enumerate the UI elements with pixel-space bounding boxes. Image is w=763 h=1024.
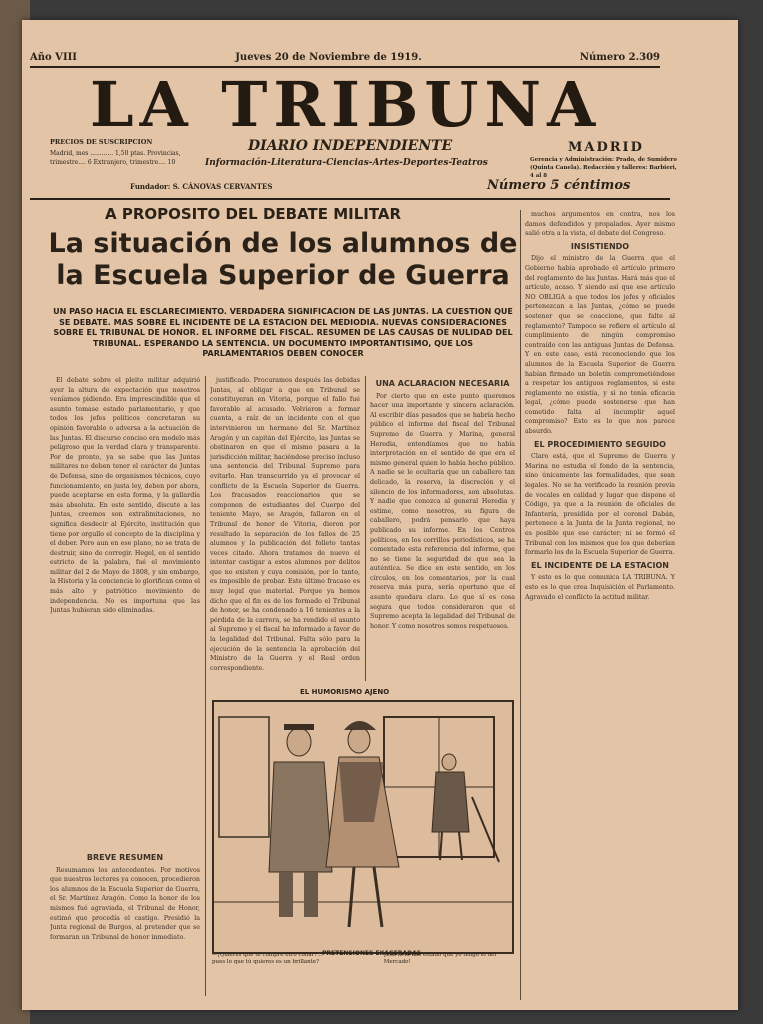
procedure-heading: EL PROCEDIMIENTO SEGUIDO bbox=[534, 439, 666, 449]
station-incident-text: Y esto es lo que comunica LA TRIBUNA. Y esto es lo que crea Inquisición el Parlamento. Agravado el conflicto la actitud militar. bbox=[525, 574, 675, 601]
column-4-text: Dijo el ministro de la Guerra que el Gobierno había aprobado el artículo primero del reglamento de las Juntas. Hará más que el artículo, acaso. Y siendo así que ese artículo NO OBLIGA a que todos los jefes y oficiales pertenezcan a las Juntas, ¿cómo se puede sostener que se coaccione, que falte al reglamento? Tampoco se refiere el artículo al cumplimiento de ningún compromiso contraído con las antiguas Juntas de Defensa. Y en este caso, está reconociendo que los alumnos de la Escuela Superior de Guerra habían firmado un boletín comprometiéndose a respetar los antiguos reglamentos, si este reglamento no existía, y si no tenía eficacia legal, ¿cómo puede sostenerse que han cometido falta al incumplir aquel compromiso? Esto es lo que nos parece absurdo. bbox=[525, 255, 675, 436]
column-1-bottom bbox=[50, 850, 200, 1000]
article-summary: UN PASO HACIA EL ESCLARECIMIENTO. VERDADERA SIGNIFICACION DE LAS JUNTAS. LA CUESTION QUE SE DEBATE. MAS SOBRE EL INCIDENTE DE LA ESTACION DEL MEDIODIA. NUEVAS CONSIDERACIONES SOBRE EL TRIBUNAL DE HONOR. EL INFORME DEL FISCAL. RESUMEN DE LAS CAUSAS DE NULIDAD DEL TRIBUNAL. ESPERANDO LA SENTENCIA. UN DOCUMENTO IMPORTANTISIMO, QUE LOS PARLAMENTARIOS DEBEN CONOCER bbox=[53, 307, 513, 358]
prices-title: PRECIOS DE SUSCRIPCION bbox=[50, 138, 153, 146]
column-2-text: justificado. Procuramos después las debidas Juntas, al obligar a que en Tribunal se constituyeran en Vitoria, porque el fallo fué favorable al acusado. Volvieron a formar cuenta, a raíz de un incidente con el que intervinieron un hermano del Sr. Martínez Aragón y un capitán del Ejército, las Juntas se obstinaron en que el mismo pasara a la jurisdicción militar, haciéndose preciso incluso una sentencia del Tribunal Supremo para evitarlo. Han transcurrido ya el provocar el conflicto de la Escuela Superior de Guerra. Los fracasados reaccionarios que se componen de estudiantes del Cuerpo del teniente Mayo, se Aragón, fallaron en el Tribunal de honor de Vitoria, dieron por resultado la separación de los fallos de 25 alumnos y la publicación del folleto tantas veces citado. Ahora tratamos de nuevo el intentar castigar a estos alumnos por delitos que no existen y cuya comisión, por lo tanto, es imposible de probar. Este último fracaso es muy legal que material. Porque ya hemos dicho que el fin es de los formado el Tribunal de honor, se ha condenado a 16 tenientes a la pérdida de la carrera, se ha rendido el asunto al Supremo y el fiscal ha informado a favor de la legalidad del Tribunal. Falta sólo para la ejecución de la sentencia la aprobación del Ministro de la Guerra y el Real orden correspondiente. bbox=[210, 377, 360, 672]
year-label: Año VIII bbox=[30, 52, 77, 63]
cartoon-illustration bbox=[212, 700, 514, 954]
newspaper-tagline: Información-Literatura-Ciencias-Artes-Deportes-Teatros bbox=[205, 158, 488, 168]
column-divider bbox=[205, 376, 206, 996]
newspaper-title: LA TRIBUNA bbox=[90, 68, 602, 141]
column-divider bbox=[520, 210, 521, 1000]
date-label: Jueves 20 de Noviembre de 1919. bbox=[235, 52, 422, 63]
column-4-intro: muchos argumentos en contra, nos los damos defendidos y propalados. Ayer mismo salió otra a la vista, el debate del Congreso. bbox=[525, 211, 675, 238]
price-label: Número 5 céntimos bbox=[487, 178, 631, 193]
column-2 bbox=[210, 376, 360, 681]
administration-info: Gerencia y Administración: Prado, de Sumidero (Quinta Canela). Redacción y talleres: Barbieri, 4 al 8 bbox=[530, 157, 677, 179]
top-info-line bbox=[30, 52, 660, 68]
column-3-text: Por cierto que en este punto queremos hacer una importante y sincera aclaración. Al escribir días pasados que se habría hecho público el informe del fiscal del Tribunal Supremo de Guerra y Marina, general Heredia, entendíamos que no había interpretación en el sentido de que era el mismo general quien lo había hecho público. A nadie se le ocultaría que un caballero tan delicado, la reserva, la discreción y el silencio de los informadores, son absolutas. Y nadie que conozca al general Heredia y estime, como nosotros, su figura de caballero, podrá pensarlo que haya publicado su informe. En los Centros políticos, en los corrillos periodísticos, se ha comentado esta referencia del informe, que no se tiene la seguridad de que sea la auténtica. Se dice en este sentido, en los círculos, en los comentarios, por la cual reserva más pura, sería oportuno que el asunto quedara claro. Lo que sí es cosa segura que todos consideraron que el Supremo acepta la legalidad del Tribunal de honor. Y como nosotros somos respetuosos. bbox=[370, 392, 515, 630]
cartoon-caption bbox=[212, 952, 512, 966]
article-headline: La situación de los alumnos de la Escuela Superior de Guerra bbox=[48, 228, 518, 291]
column-3 bbox=[370, 376, 515, 681]
prices-list: Madrid, mes ............ 1,50 ptas. Provincias, trimestre.... 6 Extranjero, trimestre.... 10 bbox=[50, 150, 181, 166]
brief-summary-text: Resumamos los antecedentes. Por motivos que nuestros lectores ya conocen, procedieron los alumnos de la Escuela Superior de Guerra, el Sr. Martínez Aragón. Como la honor de los mismos fué agraviada, el Tribunal de Honor, estimó que procedía el castigo. Presidió la Junta regional de Burgos, al pretender que se formaran un Tribunal de honor inmediato. bbox=[50, 866, 200, 941]
station-incident-heading: EL INCIDENTE DE LA ESTACION bbox=[531, 560, 669, 570]
cartoon-section-title: EL HUMORISMO AJENO bbox=[300, 688, 390, 696]
cartoon-drawing bbox=[214, 702, 512, 952]
caption-right: ¡Eso lo lo has estado que yo tengo el del Mercado! bbox=[383, 952, 497, 965]
subscription-prices bbox=[50, 138, 190, 167]
city-label: MADRID bbox=[568, 140, 644, 155]
cartoon-title: PRETENSIONES EXAGERADAS bbox=[322, 950, 422, 957]
article-kicker: A PROPOSITO DEL DEBATE MILITAR bbox=[105, 205, 402, 223]
column-1 bbox=[50, 376, 200, 836]
issue-label: Número 2.309 bbox=[579, 52, 660, 63]
procedure-text: Claro está, que el Supremo de Guerra y Marina no estudia el fondo de la sentencia, sino únicamente las formalidades, que sean legales. No se ha verificado la reunión previa de vocales en calidad y lugar que dispone el Código, ya que a la reunión de oficiales de Infantería, presidida por el coronel Dabán, pertenece a la Junta de la Junta regional, no es posible que ese carácter; ni se formó el Tribunal con los mismos que los que deberían formarlo los de la Escuela Superior de Guerra. bbox=[525, 453, 675, 557]
newspaper-subtitle: DIARIO INDEPENDIENTE bbox=[248, 138, 453, 154]
masthead-rule bbox=[30, 198, 670, 200]
clarification-heading: UNA ACLARACION NECESARIA bbox=[375, 379, 510, 388]
column-4 bbox=[525, 210, 675, 1000]
brief-summary-heading: BREVE RESUMEN bbox=[86, 853, 164, 862]
founder-label: Fundador: S. CÁNOVAS CERVANTES bbox=[130, 182, 273, 191]
column-1-text: El debate sobre el pleito militar adquirió ayer la altura de expectación que nosotros veníamos pidiendo. Era imprescindible que el asunto tomase estado parlamentario, y que todos los jefes políticos concretaran su opinión favorable o adversa a la actuación de las Juntas. El discurso conciso era modelo más peligroso que la verdad clara y transparente. Por de pronto, ya se sabe que las Juntas militares no deben tener el carácter de Juntas de Defensa, sino de organismos técnicos, cuyo funcionamiento, en justa ley, deben por ahora, puede aceptarse en esta forma, y la gallardía más absoluta. En este sentido, discute a las Juntas, creemos son extralimitaciones, no significa desdecir al Ejército, institución que tiene por orgullo el concepto de la disciplina y el deber. Pero aun en ese plano, no se trata de destruir, sino de corregir. Hegel, en el sentido estricto de la palabra, fué el movimiento militar del 2 de Mayo de 1808, y sin embargo, la Historia y la conciencia lo glorifican como el más alto y patriótico movimiento de independencia. No es importuna que las Juntas hubieran sido eliminadas. bbox=[50, 377, 200, 615]
caption-left: —¡Quieres que te compre otro collar?... pues lo que tú quieres es un brillante? bbox=[212, 952, 323, 965]
insisting-heading: INSISTIENDO bbox=[570, 241, 630, 251]
column-divider bbox=[365, 376, 366, 681]
